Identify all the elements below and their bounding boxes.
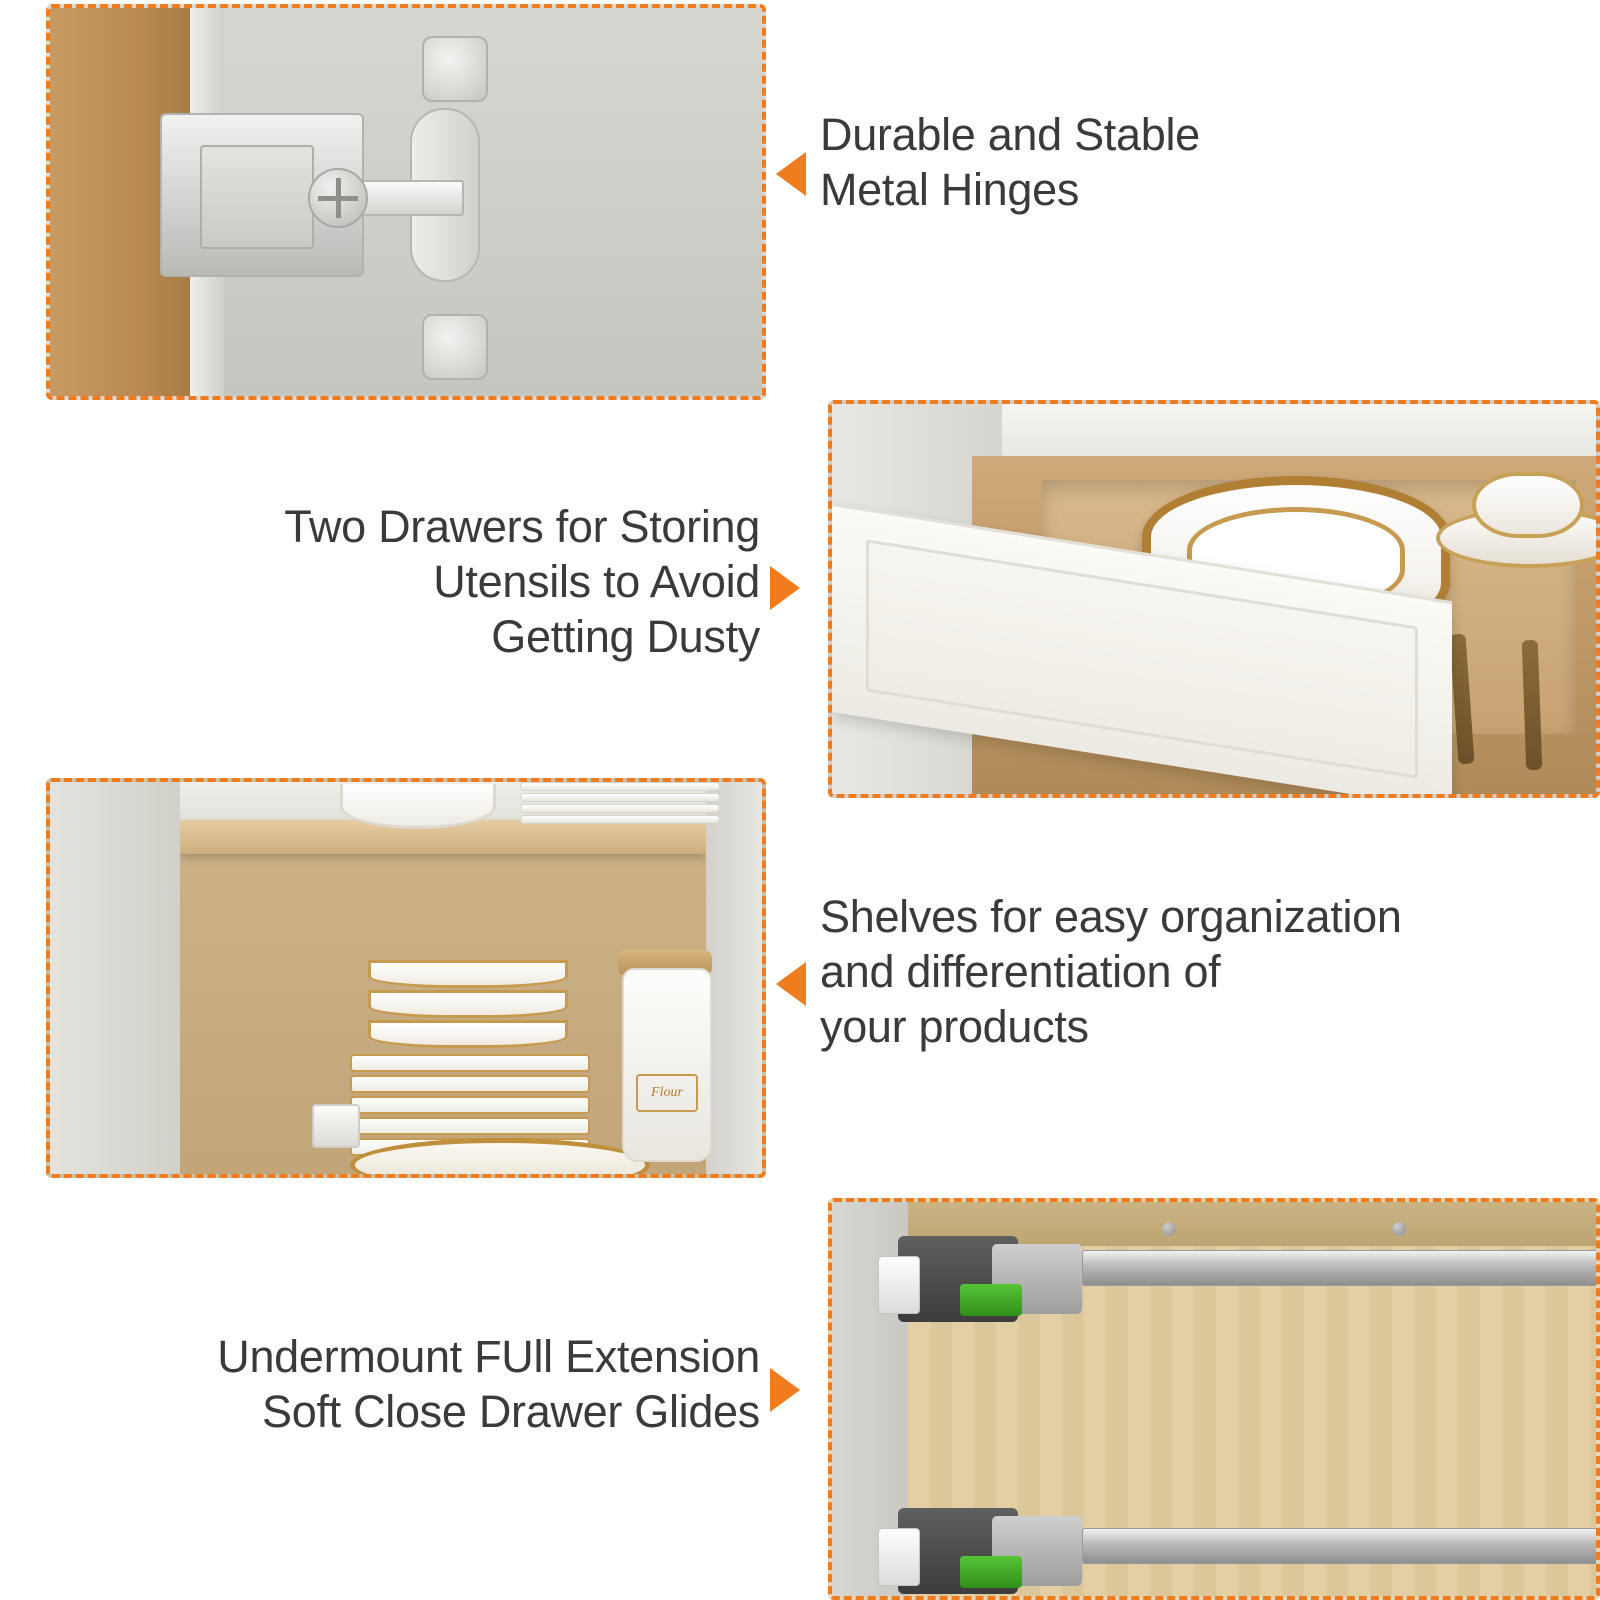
- door-bumper: [312, 1104, 360, 1148]
- plate: [350, 1096, 590, 1114]
- bowl: [368, 960, 568, 988]
- screw-icon: [1392, 1222, 1406, 1236]
- soft-close-mechanism-top: [874, 1230, 1074, 1340]
- cup: [1472, 472, 1584, 538]
- plate-stack: [350, 1054, 590, 1152]
- feature-caption-hinges: [820, 108, 1440, 218]
- drawer-slide-rail-top: [1082, 1250, 1600, 1286]
- plate: [350, 1117, 590, 1135]
- cabinet-side-left: [50, 782, 180, 1174]
- arrow-right-icon-drawers: [770, 566, 800, 610]
- caption-line: Metal Hinges: [820, 163, 1080, 215]
- feature-image-drawers: [828, 400, 1600, 798]
- feature-caption-glides: [60, 1330, 760, 1440]
- hinge-adjust-screw-icon: [308, 168, 368, 228]
- bowl-stack: [368, 960, 568, 1048]
- arrow-left-icon-shelves: [776, 962, 806, 1006]
- caption-line: your products: [820, 1000, 1089, 1052]
- hinge-mounting-plate-bottom: [422, 314, 488, 380]
- bowl: [368, 1020, 568, 1048]
- cabinet-side-right: [706, 782, 762, 1174]
- caption-line: Utensils to Avoid: [433, 555, 760, 607]
- caption-line: Shelves for easy organization: [820, 891, 1402, 942]
- plate: [520, 815, 720, 824]
- jar-label: Flour: [636, 1074, 698, 1112]
- caption-line: Soft Close Drawer Glides: [262, 1385, 760, 1437]
- feature-image-hinges: [46, 4, 766, 400]
- arrow-left-icon-hinges: [776, 152, 806, 196]
- plate: [350, 1075, 590, 1093]
- drawer-slide-rail-bottom: [1082, 1528, 1600, 1564]
- caption-line: Getting Dusty: [491, 610, 760, 662]
- plate: [520, 804, 720, 813]
- caption-line: Two Drawers for Storing: [284, 501, 760, 552]
- plate: [350, 1054, 590, 1072]
- hinge-mounting-plate-top: [422, 36, 488, 102]
- feature-caption-shelves: [820, 890, 1580, 1055]
- hinge-arm: [360, 180, 464, 216]
- soft-close-mechanism-bottom: [874, 1502, 1074, 1600]
- caption-line: Undermount FUll Extension: [217, 1331, 760, 1382]
- caption-line: Durable and Stable: [820, 109, 1200, 160]
- bowl: [368, 990, 568, 1018]
- mechanism-green-clip: [960, 1556, 1022, 1588]
- caption-line: and differentiation of: [820, 945, 1221, 997]
- mechanism-green-clip: [960, 1284, 1022, 1316]
- arrow-right-icon-glides: [770, 1368, 800, 1412]
- feature-image-glides: [828, 1198, 1600, 1600]
- plate: [520, 782, 720, 791]
- mechanism-white-bracket: [878, 1528, 920, 1586]
- screw-icon: [1162, 1222, 1176, 1236]
- mechanism-white-bracket: [878, 1256, 920, 1314]
- upper-plate-stack: [520, 782, 720, 822]
- upper-bowl: [340, 784, 496, 829]
- feature-caption-drawers: [120, 500, 760, 665]
- plate: [520, 793, 720, 802]
- feature-image-shelves: [46, 778, 766, 1178]
- storage-jar: [622, 968, 712, 1162]
